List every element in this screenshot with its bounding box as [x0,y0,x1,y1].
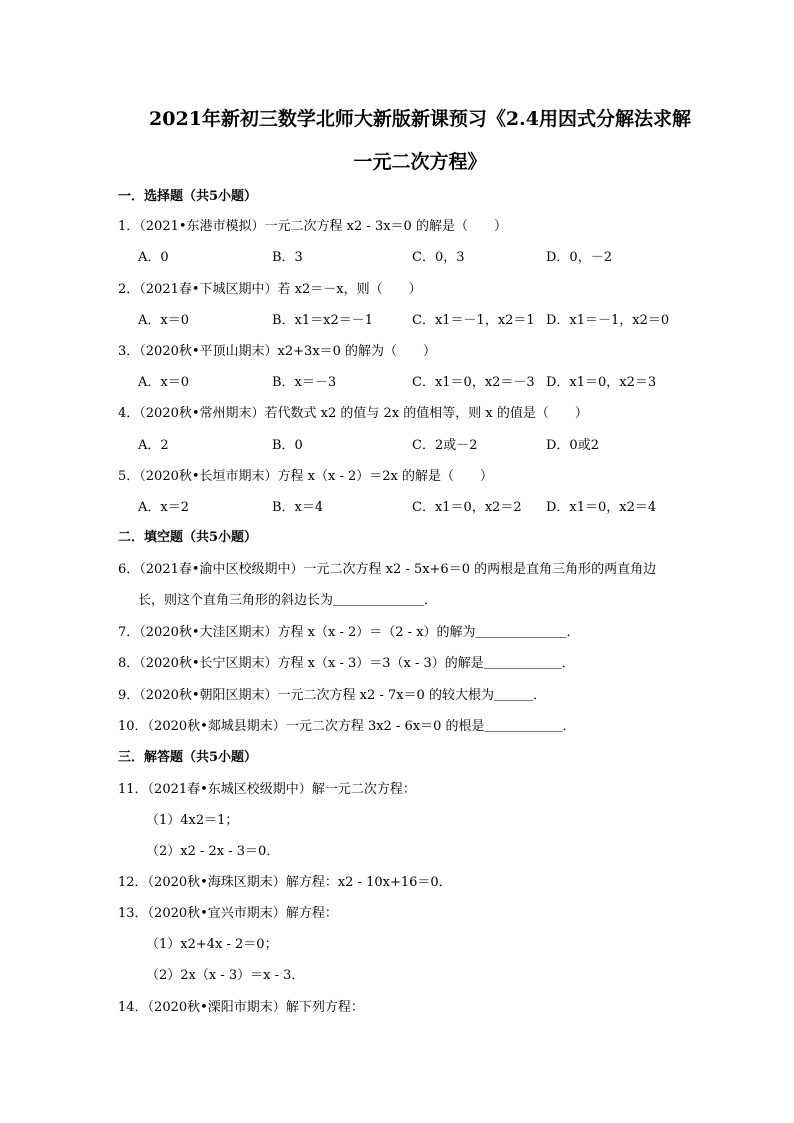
document-title-line1: 2021年新初三数学北师大新版新课预习《2.4用因式分解法求解 [149,108,691,130]
question-text: 若 x2＝－x，则（ ） [277,282,422,297]
option-c: C．x1＝－1，x2＝1 [412,313,535,328]
section-heading-fill: 二．填空题（共5小题） [118,530,258,545]
question-13-part-1: （1）x2+4x - 2＝0； [146,937,278,952]
question-number: 9． [118,688,140,703]
question-11-part-2: （2）x2 - 2x - 3＝0． [146,844,280,859]
question-source: （2020秋•朝阳区期末） [139,688,278,703]
option-b: B．x＝4 [272,500,324,515]
question-number: 7． [118,625,140,640]
question-number: 13． [118,906,148,921]
question-text: 一元二次方程 3x2 - 6x＝0 的根是＿＿＿＿＿＿． [285,719,576,734]
question-number: 14． [118,1000,148,1015]
question-text: 解方程： [285,906,338,921]
question-number: 10． [118,719,148,734]
question-source: （2021春•渝中区校级期中） [139,562,304,577]
option-d: D．x1＝0，x2＝4 [546,500,657,515]
question-text: 方程 x（x - 3）＝3（x - 3）的解是＿＿＿＿＿＿． [277,656,575,671]
question-source: （2020秋•海珠区期末） [147,875,286,890]
question-source: （2021春•下城区期中） [139,282,278,297]
question-source: （2020秋•平顶山期末） [139,344,278,359]
question-number: 6． [118,562,140,577]
question-source: （2020秋•大洼区期末） [139,625,278,640]
section-heading-solve: 三．解答题（共5小题） [118,750,258,765]
question-8 [118,655,575,673]
option-c: C．x1＝0，x2＝－3 [412,375,535,390]
question-6-continued: 长，则这个直角三角形的斜边长为＿＿＿＿＿＿＿． [138,593,438,608]
section-heading-choice: 一．选择题（共5小题） [118,189,258,204]
option-d: D．x1＝－1，x2＝0 [546,313,670,328]
question-number: 2． [118,282,140,297]
option-a: A．x＝2 [138,500,189,515]
question-source: （2020秋•郯城县期末） [147,719,286,734]
question-number: 5． [118,469,140,484]
question-source: （2020秋•长宁区期末） [139,656,278,671]
question-text: 若代数式 x2 的值与 2x 的值相等，则 x 的值是（ ） [264,406,588,421]
question-12 [118,874,452,892]
question-2 [118,281,422,299]
question-7 [118,624,580,642]
option-d: D．0或2 [546,438,599,453]
question-14 [118,999,364,1017]
option-b: B．x1＝x2＝－1 [272,313,374,328]
question-text: 一元二次方程 x2 - 5x+6＝0 的两根是直角三角形的两直角边 [303,562,657,577]
question-text: x2+3x＝0 的解为（ ） [277,344,437,359]
question-13-part-2: （2）2x（x - 3）＝x - 3． [146,968,305,983]
question-text: 解一元二次方程： [311,782,416,797]
question-number: 4． [118,406,140,421]
document-title-line2: 一元二次方程》 [353,151,487,173]
option-a: A．2 [138,438,169,453]
option-a: A．x＝0 [138,313,189,328]
question-source: （2021春•东城区校级期中） [147,782,312,797]
option-a: A．0 [138,250,169,265]
question-text: 方程 x（x - 2）＝（2 - x）的解为＿＿＿＿＿＿＿． [277,625,580,640]
option-b: B．0 [272,438,303,453]
question-number: 1． [118,219,140,234]
question-text: 一元二次方程 x2 - 7x＝0 的较大根为＿＿＿． [277,688,546,703]
option-b: B．3 [272,250,303,265]
question-9 [118,687,546,705]
question-number: 12． [118,875,148,890]
option-a: A．x＝0 [138,375,189,390]
question-1 [118,218,507,236]
option-c: C．0，3 [412,250,465,265]
option-c: C．x1＝0，x2＝2 [412,500,522,515]
question-source: （2020秋•常州期末） [139,406,265,421]
question-text: 方程 x（x - 2）＝2x 的解是（ ） [277,469,494,484]
question-6 [118,561,656,579]
question-number: 11． [118,782,148,797]
question-source: （2021•东港市模拟） [139,219,265,234]
option-b: B．x＝－3 [272,375,337,390]
question-4 [118,405,588,423]
question-source: （2020秋•宜兴市期末） [147,906,286,921]
question-11 [118,781,416,799]
question-3 [118,343,436,361]
question-text: 解方程：x2 - 10x+16＝0． [285,875,452,890]
question-11-part-1: （1）4x2＝1； [146,813,239,828]
question-source: （2020秋•长垣市期末） [139,469,278,484]
question-number: 3． [118,344,140,359]
question-text: 一元二次方程 x2 - 3x＝0 的解是（ ） [264,219,507,234]
option-c: C．2或－2 [412,438,478,453]
option-d: D．0，－2 [546,250,612,265]
question-10 [118,718,575,736]
question-number: 8． [118,656,140,671]
question-source: （2020秋•溧阳市期末） [147,1000,286,1015]
option-d: D．x1＝0，x2＝3 [546,375,657,390]
question-text: 解下列方程： [285,1000,364,1015]
question-5 [118,468,493,486]
question-13 [118,905,338,923]
